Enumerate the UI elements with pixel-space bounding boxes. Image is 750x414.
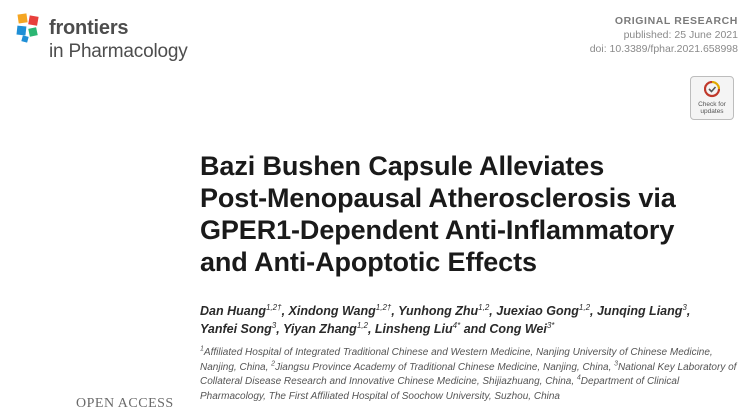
author[interactable]: Linsheng Liu$^{4*}$ [374, 320, 461, 336]
affiliation-1: Affiliated Hospital of Integrated Traditional Chinese and Western Medicine, Nanjing University of Chinese Medicine, Nanjing, China, [200, 347, 713, 373]
author[interactable]: Yiyan Zhang$^{1,2}$ [282, 320, 368, 336]
author[interactable]: Xindong Wang$^{1,2\dagger}$ [288, 302, 392, 318]
title-line-4: and Anti-Apoptotic Effects [200, 247, 537, 277]
doi-link[interactable]: doi: 10.3389/fphar.2021.658998 [589, 43, 738, 55]
affiliation-4: Department of Clinical Pharmacology, The First Affiliated Hospital of Soochow University, Suzhou, China [200, 376, 680, 402]
title-line-1: Bazi Bushen Capsule Alleviates [200, 151, 605, 181]
article-type: ORIGINAL RESEARCH [614, 15, 738, 27]
author[interactable]: Junqing Liang$^3$ [596, 302, 687, 318]
author[interactable]: Juexiao Gong$^{1,2}$ [496, 302, 591, 318]
check-for-updates-button[interactable] [690, 76, 734, 120]
article-title [200, 150, 745, 278]
journal-name-line1: frontiers [49, 17, 129, 39]
check-for-updates-label: Check for updates [698, 101, 726, 115]
author[interactable]: Yanfei Song$^3$ [200, 320, 277, 336]
open-access-label: OPEN ACCESS [76, 396, 174, 411]
author[interactable]: Yunhong Zhu$^{1,2}$ [398, 302, 490, 318]
check-for-updates-icon [704, 81, 720, 99]
author[interactable]: Cong Wei$^{3*}$ [489, 320, 555, 336]
affiliations: $^1$Affiliated Hospital of Integrated Traditional Chinese and Western Medicine, Nanjing University of Chinese Medicine, Nanjing, China, $^2$Jiangsu Province Academy of Traditional Chinese Medicine, Nanjing, China, $^3$National Key Laboratory of Collateral Disease Research and Innovative Chinese Medicine, Shijiazhuang, China, $^4$Department of Clinical Pharmacology, The First Affiliated Hospital of Soochow University, Suzhou, China [200, 345, 737, 402]
affiliation-3: National Key Laboratory of Collateral Disease Research and Innovative Chinese Medicine, Shijiazhuang, China, [200, 361, 737, 387]
title-line-2: Post-Menopausal Atherosclerosis via [200, 183, 676, 213]
published-date: published: 25 June 2021 [623, 29, 738, 41]
article-meta [590, 15, 738, 55]
frontiers-logo-icon [14, 12, 44, 44]
affiliation-2: Jiangsu Province Academy of Traditional Chinese Medicine, Nanjing, China, [275, 361, 615, 373]
journal-logo[interactable] [14, 12, 214, 62]
title-line-3: GPER1-Dependent Anti-Inflammatory [200, 215, 675, 245]
journal-name-line2: in Pharmacology [49, 41, 188, 62]
author-list: Dan Huang$^{1,2\dagger}$, Xindong Wang$^{1,2\dagger}$, Yunhong Zhu$^{1,2}$, Juexiao Gong$^{1,2}$, Junqing Liang$^3$, Yanfei Song$^3$, Yiyan Zhang$^{1,2}$, Linsheng Liu$^{4*}$ and Cong Wei$^{3*}$ [200, 302, 691, 336]
author[interactable]: Dan Huang$^{1,2\dagger}$ [200, 302, 282, 318]
